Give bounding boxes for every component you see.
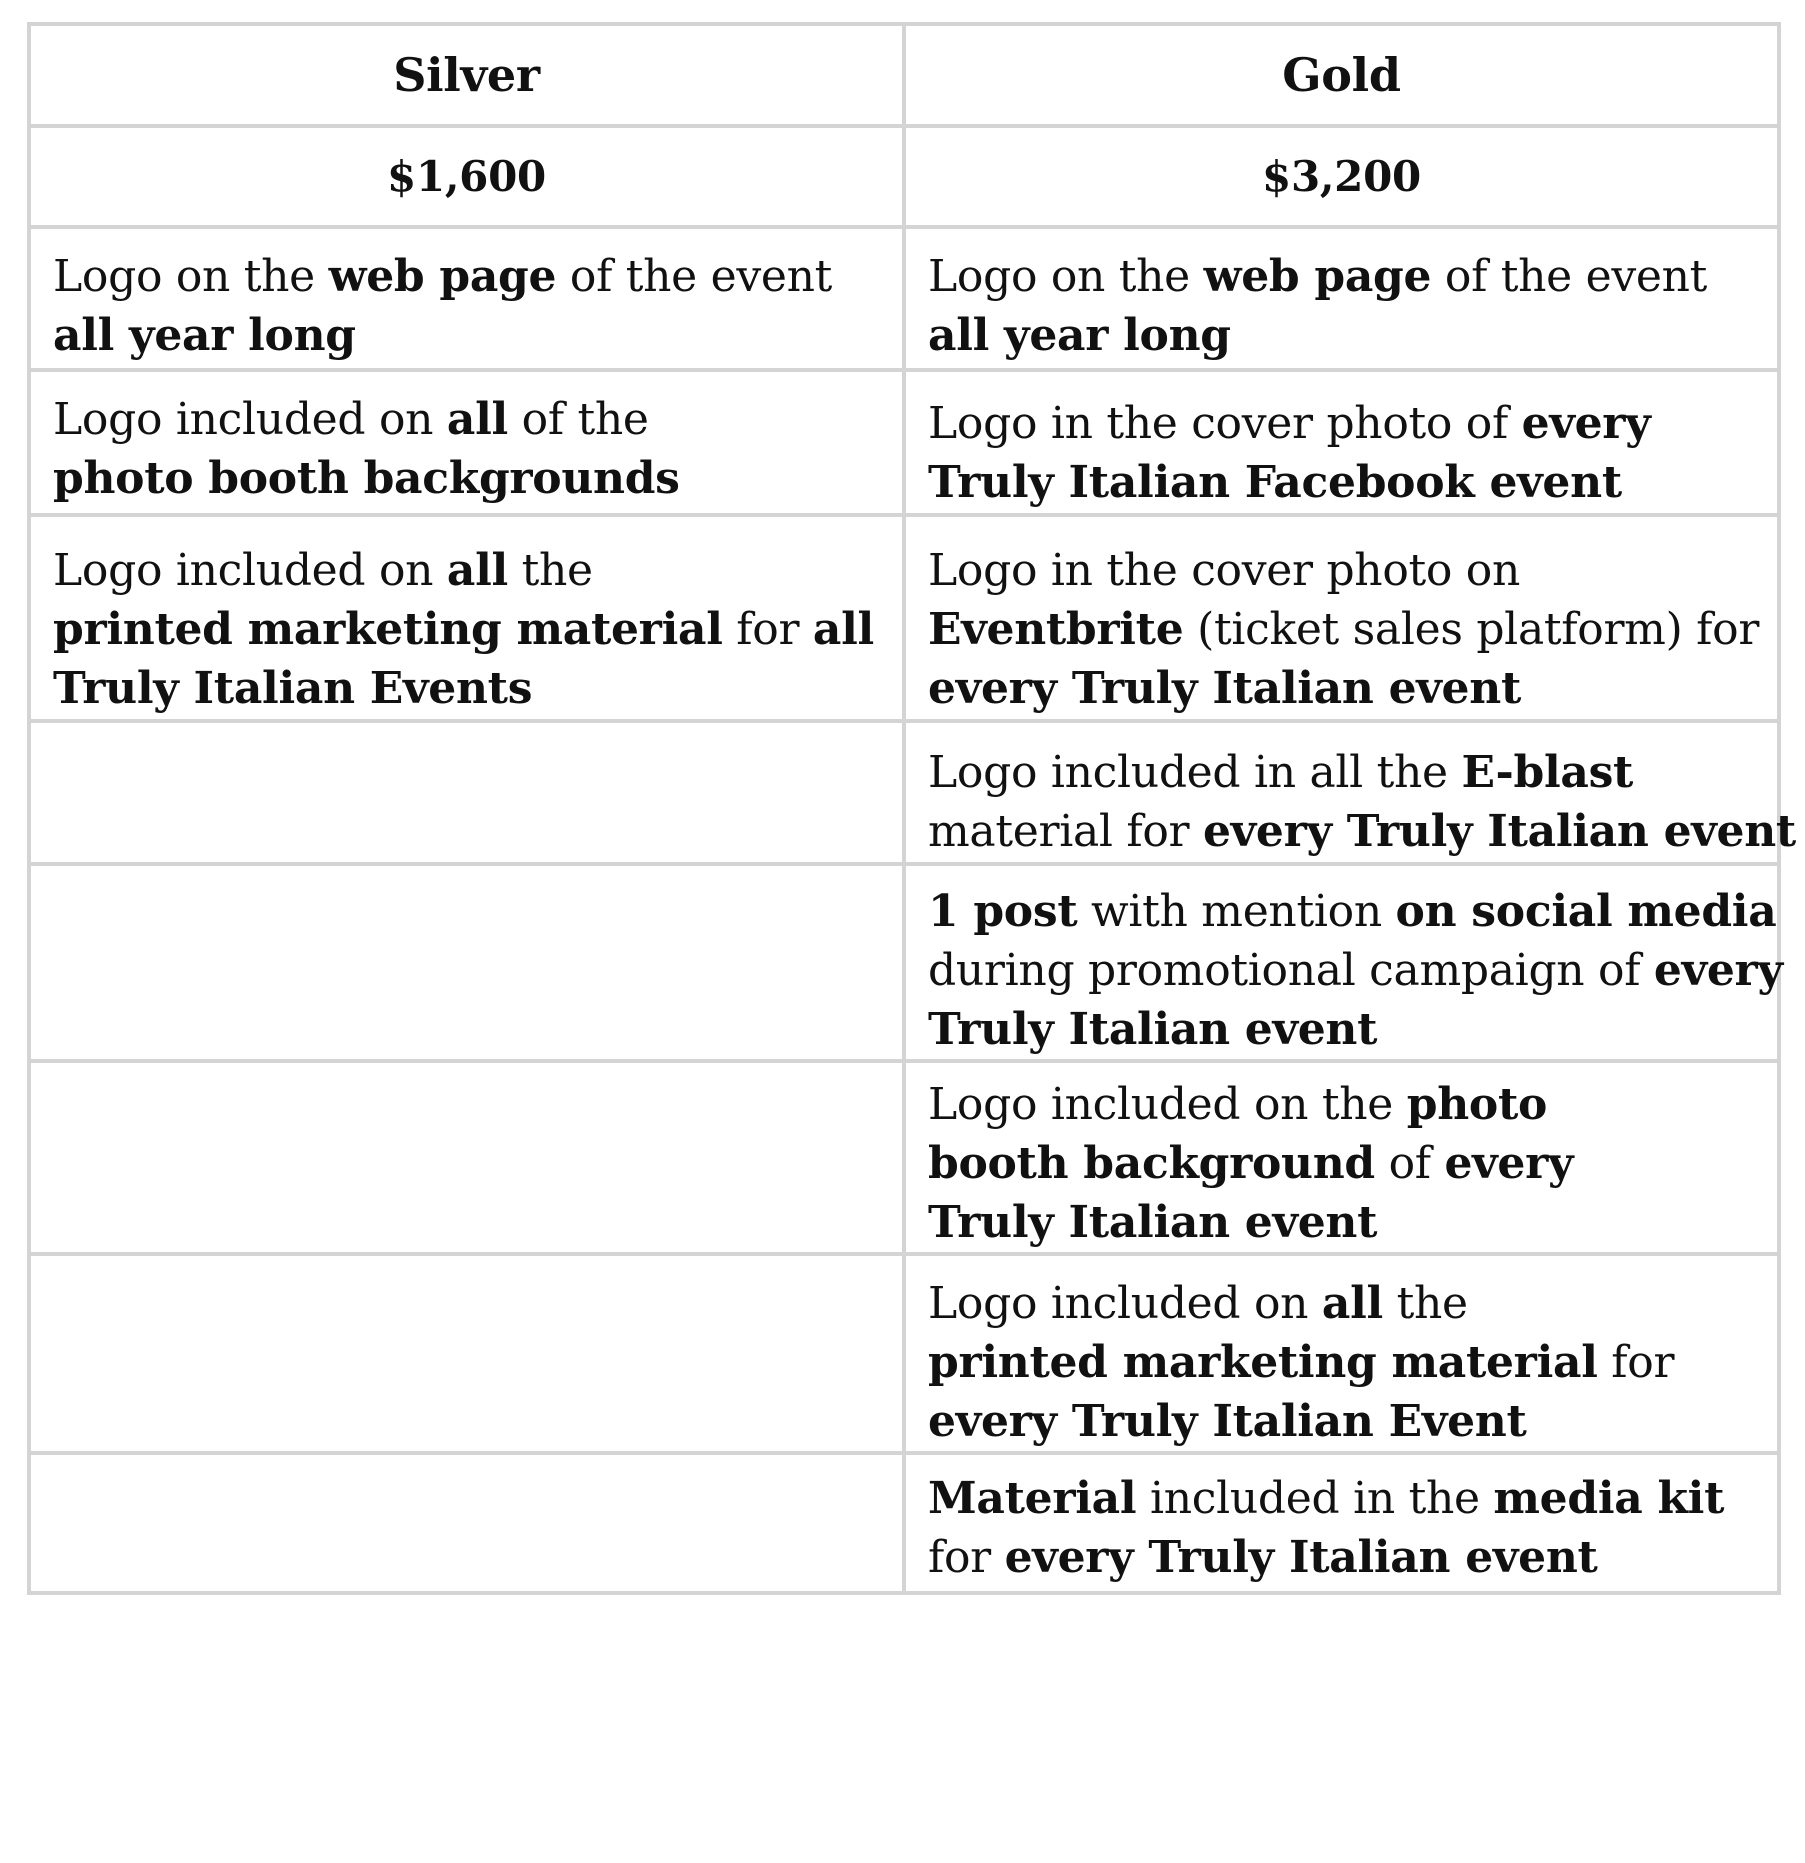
benefit-text-line xyxy=(928,743,1755,802)
benefit-text: (ticket sales platform) for xyxy=(1183,604,1760,655)
benefit-text-bold: all year long xyxy=(928,310,1231,361)
benefit-text-bold: photo booth backgrounds xyxy=(53,453,680,504)
benefit-text: of the event xyxy=(556,251,833,302)
benefit-text-line xyxy=(928,802,1796,861)
benefit-row xyxy=(29,1453,1779,1593)
benefit-text: the xyxy=(507,545,593,596)
benefit-text: for xyxy=(722,604,813,655)
benefit-text-bold: E-blast xyxy=(1461,747,1634,798)
benefit-text: Logo included on xyxy=(928,1278,1322,1329)
benefit-text-bold: Truly Italian Facebook event xyxy=(928,457,1622,508)
benefit-text-bold: every Truly Italian Event xyxy=(928,1396,1527,1447)
price-row xyxy=(29,126,1779,227)
benefit-text-bold: all xyxy=(446,545,508,596)
benefit-text-line xyxy=(928,600,1760,659)
benefit-text-bold: all xyxy=(1321,1278,1383,1329)
benefit-text-line xyxy=(53,247,880,306)
benefit-row xyxy=(29,721,1779,864)
silver-benefit xyxy=(29,864,904,1061)
benefit-text: material for xyxy=(928,806,1203,857)
gold-tier-heading: Gold xyxy=(904,24,1779,126)
benefit-text: Logo included on xyxy=(53,394,447,445)
benefit-text-bold: all year long xyxy=(53,310,356,361)
benefit-text-line xyxy=(53,390,880,449)
silver-tier-heading: Silver xyxy=(29,24,904,126)
benefit-text: Logo included in all the xyxy=(928,747,1462,798)
benefit-text: Logo on the xyxy=(928,251,1204,302)
gold-benefit xyxy=(904,864,1783,1061)
benefit-text-bold: printed marketing material xyxy=(928,1337,1598,1388)
silver-benefit xyxy=(29,370,904,515)
benefit-text-bold: media kit xyxy=(1493,1473,1725,1524)
benefit-text: Logo in the cover photo of xyxy=(928,398,1522,449)
benefit-text-bold: photo xyxy=(1406,1079,1548,1130)
benefit-text-bold: Material xyxy=(928,1473,1137,1524)
benefit-text-line xyxy=(928,1528,1755,1587)
silver-benefit xyxy=(29,1254,904,1453)
benefit-row xyxy=(29,864,1779,1061)
benefit-text: Logo included on the xyxy=(928,1079,1407,1130)
silver-benefit xyxy=(29,515,904,721)
benefit-text-line xyxy=(928,306,1755,365)
gold-benefit xyxy=(904,1254,1779,1453)
benefit-text: during promotional campaign of xyxy=(928,945,1654,996)
benefit-text: included in the xyxy=(1136,1473,1494,1524)
benefit-text-line xyxy=(928,1000,1755,1059)
benefit-row xyxy=(29,1061,1779,1254)
benefit-text-bold: every Truly Italian event xyxy=(928,663,1521,714)
benefit-text-line xyxy=(928,1469,1755,1528)
benefit-text-line xyxy=(928,1134,1755,1193)
benefit-text-line xyxy=(928,941,1783,1000)
benefit-text-line xyxy=(928,394,1755,453)
benefit-text-line xyxy=(928,541,1755,600)
benefit-text-line xyxy=(53,449,880,508)
silver-price: $1,600 xyxy=(29,126,904,227)
benefit-text-line xyxy=(928,1392,1755,1451)
benefit-text: for xyxy=(928,1532,1005,1583)
benefit-text: of the xyxy=(507,394,649,445)
benefit-text-bold: every xyxy=(1444,1138,1574,1189)
benefit-row xyxy=(29,1254,1779,1453)
benefit-text: with mention xyxy=(1077,886,1396,937)
benefit-row xyxy=(29,227,1779,370)
benefit-text-bold: all xyxy=(446,394,508,445)
silver-benefit xyxy=(29,721,904,864)
benefit-row xyxy=(29,370,1779,515)
gold-benefit xyxy=(904,515,1779,721)
benefit-text: Logo in the cover photo on xyxy=(928,545,1521,596)
silver-benefit xyxy=(29,227,904,370)
benefit-text-line xyxy=(53,306,880,365)
benefit-text-bold: every xyxy=(1653,945,1783,996)
benefit-text-bold: Truly Italian Events xyxy=(53,663,533,714)
benefit-text-line xyxy=(53,541,880,600)
benefit-text-bold: Truly Italian event xyxy=(928,1004,1378,1055)
silver-benefit xyxy=(29,1453,904,1593)
benefit-text-line xyxy=(928,453,1755,512)
benefit-text-bold: booth background xyxy=(928,1138,1375,1189)
benefit-text-bold: on social media xyxy=(1395,886,1777,937)
benefit-text-bold: all xyxy=(812,604,874,655)
benefit-text-line xyxy=(928,882,1777,941)
benefit-text-line xyxy=(928,247,1755,306)
gold-benefit xyxy=(904,1453,1779,1593)
gold-price: $3,200 xyxy=(904,126,1779,227)
benefit-text: of xyxy=(1374,1138,1445,1189)
benefit-text-bold: every Truly Italian event xyxy=(1004,1532,1598,1583)
benefit-text: the xyxy=(1382,1278,1468,1329)
benefit-text-bold: web page xyxy=(328,251,557,302)
benefit-row xyxy=(29,515,1779,721)
gold-benefit xyxy=(904,227,1779,370)
tier-header-row xyxy=(29,24,1779,126)
silver-benefit xyxy=(29,1061,904,1254)
benefit-text-bold: 1 post xyxy=(928,886,1078,937)
benefit-text-bold: Truly Italian event xyxy=(928,1197,1378,1248)
sponsorship-table xyxy=(27,22,1796,1595)
benefit-text-bold: every xyxy=(1521,398,1651,449)
benefit-text-bold: every Truly Italian event xyxy=(1202,806,1796,857)
gold-benefit xyxy=(904,370,1779,515)
gold-benefit xyxy=(904,721,1796,864)
benefit-text-line xyxy=(53,659,880,718)
benefit-text: of the event xyxy=(1431,251,1708,302)
benefit-text-bold: printed marketing material xyxy=(53,604,723,655)
benefit-text-line xyxy=(928,1333,1755,1392)
benefit-text-line xyxy=(928,1075,1755,1134)
benefit-text-bold: web page xyxy=(1203,251,1432,302)
benefit-text: Logo on the xyxy=(53,251,329,302)
benefit-text-line xyxy=(928,1274,1755,1333)
gold-benefit xyxy=(904,1061,1779,1254)
benefit-text-line xyxy=(928,1193,1755,1252)
benefit-text-line xyxy=(53,600,880,659)
benefit-text: for xyxy=(1597,1337,1675,1388)
benefit-text: Logo included on xyxy=(53,545,447,596)
benefit-text-bold: Eventbrite xyxy=(928,604,1184,655)
benefit-text-line xyxy=(928,659,1755,718)
